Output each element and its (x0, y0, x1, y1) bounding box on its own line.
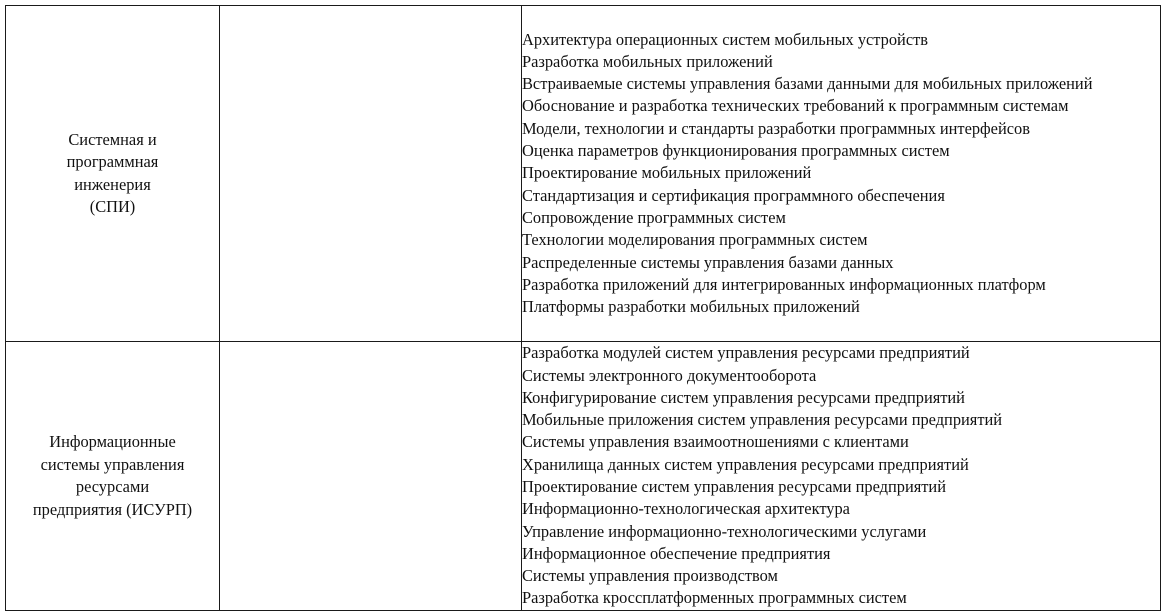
discipline-item: Распределенные системы управления базами данных (522, 252, 894, 272)
discipline-item: Мобильные приложения систем управления ресурсами предприятий (522, 410, 1003, 430)
discipline-list (522, 29, 1160, 319)
discipline-item: Хранилища данных систем управления ресурсами предприятий (522, 454, 969, 474)
discipline-item: Оценка параметров функционирования программных систем (522, 141, 950, 161)
direction-name-line: программная (66, 152, 159, 171)
direction-name-line: предприятия (ИСУРП) (32, 499, 193, 519)
discipline-list (522, 342, 1160, 610)
discipline-item: Информационно-технологическая архитектура (522, 499, 850, 519)
direction-name-line: системы управления (40, 454, 185, 474)
discipline-item: Разработка мобильных приложений (522, 51, 773, 71)
discipline-item: Системы электронного документооборота (522, 365, 817, 385)
empty-cell (220, 6, 522, 342)
empty-cell (220, 342, 522, 611)
discipline-item: Разработка кроссплатформенных программных систем (522, 588, 907, 608)
table-row (6, 342, 1161, 611)
discipline-item: Проектирование мобильных приложений (522, 163, 812, 183)
direction-name-line: Системная и (68, 129, 157, 149)
discipline-item: Технологии моделирования программных систем (522, 230, 868, 250)
discipline-item: Разработка модулей систем управления ресурсами предприятий (522, 343, 970, 363)
disciplines-cell (522, 6, 1161, 342)
direction-cell (6, 342, 220, 611)
discipline-item: Проектирование систем управления ресурсами предприятий (522, 477, 946, 496)
direction-name-line: инженерия (74, 174, 151, 194)
direction-name-line: ресурсами (75, 477, 150, 496)
disciplines-cell (522, 342, 1161, 611)
discipline-item: Платформы разработки мобильных приложений (522, 297, 860, 317)
discipline-item: Обоснование и разработка технических требований к программным системам (522, 96, 1069, 116)
discipline-item: Сопровождение программных систем (522, 207, 786, 227)
direction-name-line: Информационные (49, 432, 176, 451)
discipline-item: Встраиваемые системы управления базами данными для мобильных приложений (522, 74, 1093, 94)
discipline-item: Разработка приложений для интегрированных информационных платформ (522, 274, 1046, 294)
discipline-item: Системы управления взаимоотношениями с клиентами (522, 432, 909, 452)
discipline-item: Архитектура операционных систем мобильных устройств (522, 29, 929, 49)
direction-abbreviation: (СПИ) (89, 197, 136, 216)
table-row (6, 6, 1161, 342)
curriculum-table (5, 5, 1161, 611)
discipline-item: Управление информационно-технологическими услугами (522, 521, 927, 541)
discipline-item: Стандартизация и сертификация программного обеспечения (522, 185, 945, 205)
direction-cell (6, 6, 220, 342)
discipline-item: Конфигурирование систем управления ресурсами предприятий (522, 387, 965, 407)
discipline-item: Системы управления производством (522, 566, 778, 586)
discipline-item: Информационное обеспечение предприятия (522, 543, 831, 563)
discipline-item: Модели, технологии и стандарты разработки программных интерфейсов (522, 118, 1030, 138)
